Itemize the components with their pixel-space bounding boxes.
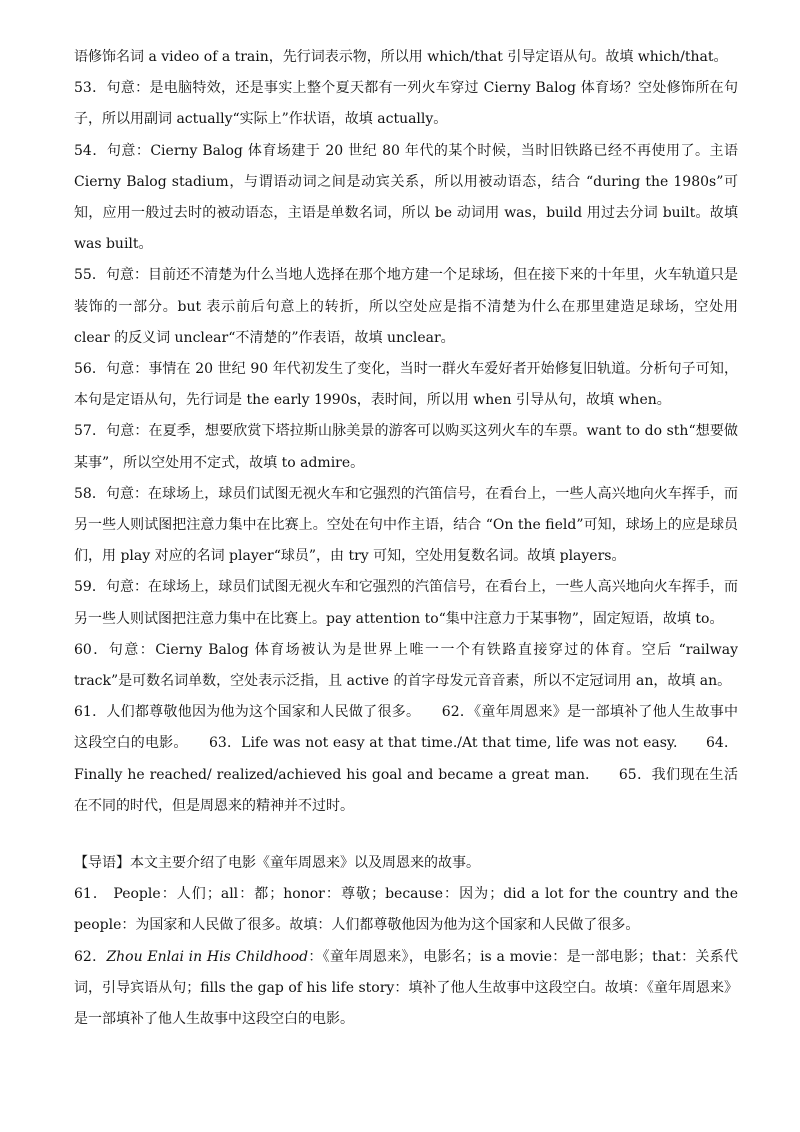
intro-paragraph: 【导语】本文主要介绍了电影《童年周恩来》以及周恩来的故事。	[74, 855, 480, 872]
paragraph-55: 55．句意：目前还不清楚为什么当地人选择在那个地方建一个足球场，但在接下来的十年里，火车轨道只是装饰的一部分。but 表示前后句意上的转折，所以空处应是指不清楚为什么在那里建造足球场，空处用 clear 的反义词 unclear“不清楚的”作表语，故填 unclear。	[74, 267, 738, 346]
paragraph-60: 60．句意：Cierny Balog 体育场被认为是世界上唯一一个有铁路直接穿过的体育。空后 “railway track”是可数名词单数，空处表示泛指，且 active 的首字母发元音音素，所以不定冠词用 an，故填 an。	[74, 641, 738, 690]
paragraph-52-tail: 语修饰名词 a video of a train，先行词表示物，所以用 which/that 引导定语从句。故填 which/that。	[74, 49, 728, 65]
explanation-62-rest: ：《童年周恩来》，电影名；is a movie：是一部电影；that：关系代词，引导宾语从句；fills the gap of his life story：填补了他人生故事中这段空白。故填：《童年周恩来》是一部填补了他人生故事中这段空白的电影。	[74, 948, 738, 1028]
explanation-62	[74, 942, 738, 1036]
explanation-61: 61． People：人们；all：都；honor：尊敬；because：因为；did a lot for the country and the people：为国家和人民做了很多。故填：人们都尊敬他因为他为这个国家和人民做了很多。	[74, 886, 738, 934]
answers-61-65: 61．人们都尊敬他因为他为这个国家和人民做了很多。 62．《童年周恩来》是一部填补了他人生故事中这段空白的电影。 63．Life was not easy at that time./At that time, life was not easy. 64．Finally he reached/ realized/achieved his goal and became a great man. 65．我们现在生活在不同的时代，但是周恩来的精神并不过时。	[74, 704, 738, 814]
paragraph-54: 54．句意：Cierny Balog 体育场建于 20 世纪 80 年代的某个时候，当时旧铁路已经不再使用了。主语 Cierny Balog stadium，与谓语动词之间是动宾关系，所以用被动语态，结合 “during the 1980s”可知，应用一般过去时的被动语态，主语是单数名词，所以 be 动词用 was，build 用过去分词 built。故填 was built。	[74, 142, 738, 253]
paragraph-58: 58．句意：在球场上，球员们试图无视火车和它强烈的汽笛信号，在看台上，一些人高兴地向火车挥手，而另一些人则试图把注意力集中在比赛上。空处在句中作主语，结合 “On the field”可知，球场上的应是球员们，用 play 对应的名词 player“球员”，由 try 可知，空处用复数名词。故填 players。	[74, 485, 738, 565]
paragraph-59: 59．句意：在球场上，球员们试图无视火车和它强烈的汽笛信号，在看台上，一些人高兴地向火车挥手，而另一些人则试图把注意力集中在比赛上。pay attention to“集中注意力于某事物”，固定短语，故填 to。	[74, 579, 738, 627]
explanation-62-number: 62．	[74, 948, 107, 965]
movie-title-italic: Zhou Enlai in His Childhood	[106, 948, 309, 965]
paragraph-57: 57．句意：在夏季，想要欣赏下塔拉斯山脉美景的游客可以购买这列火车的车票。want to do sth“想要做某事”，所以空处用不定式，故填 to admire。	[74, 423, 738, 471]
paragraph-56: 56．句意：事情在 20 世纪 90 年代初发生了变化，当时一群火车爱好者开始修复旧轨道。分析句子可知，本句是定语从句，先行词是 the early 1990s，表时间，所以用 when 引导从句，故填 when。	[74, 361, 738, 409]
paragraph-53: 53．句意：是电脑特效，还是事实上整个夏天都有一列火车穿过 Cierny Balog 体育场？空处修饰所在句子，所以用副词 actually“实际上”作状语，故填 actually。	[74, 80, 738, 128]
section-gap	[74, 822, 738, 848]
